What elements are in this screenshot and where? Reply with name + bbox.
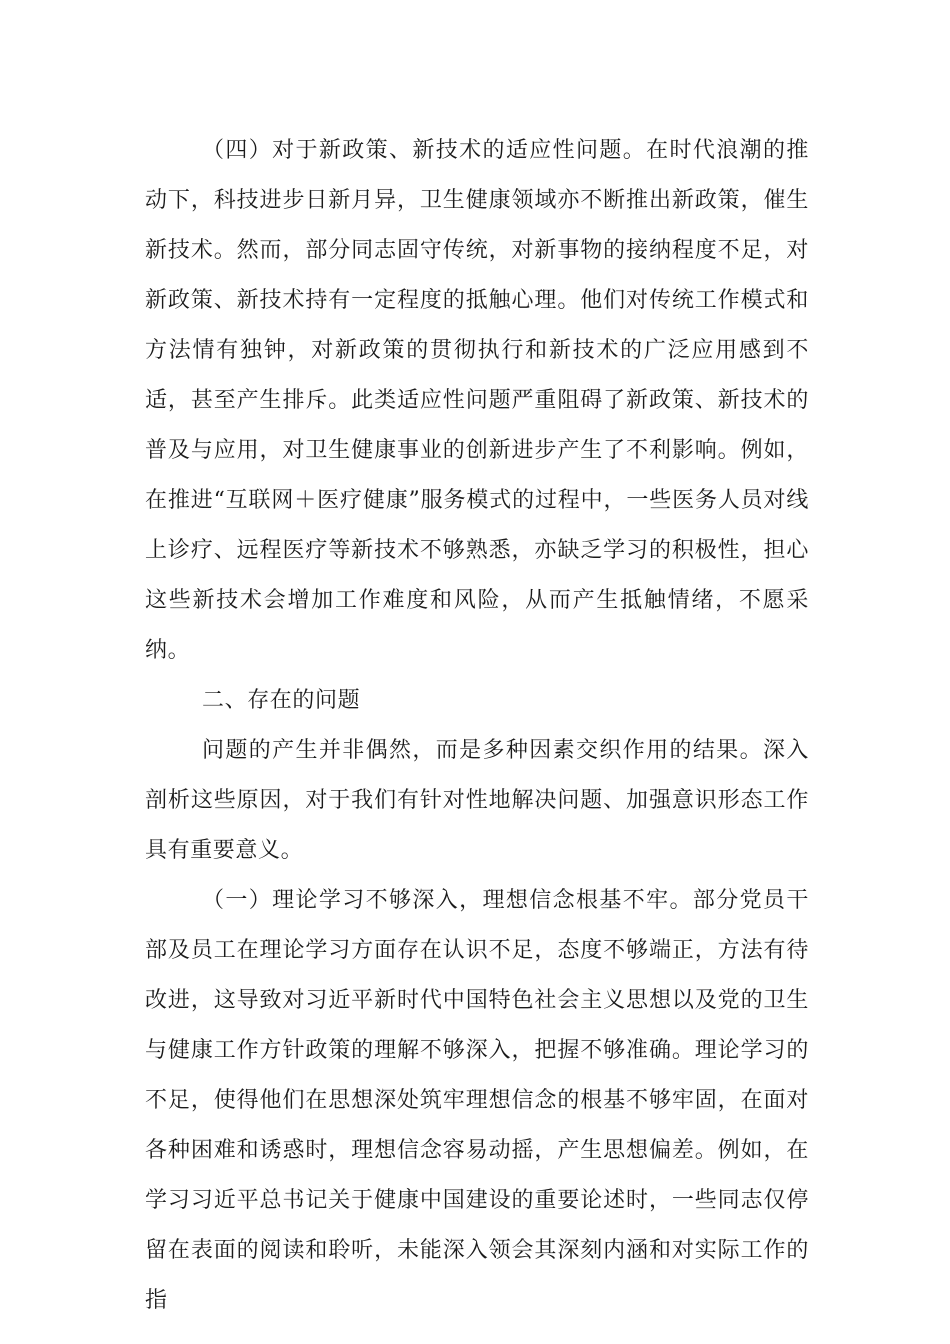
section-heading-existing-problems: 二、存在的问题 bbox=[202, 688, 361, 713]
paragraph-causes-intro: 问题的产生并非偶然，而是多种因素交织作用的结果。深入剖析这些原因，对于我们有针对性地解决问题、加强意识形态工作具有重要意义。 bbox=[145, 738, 809, 863]
paragraph-theory-study: （一）理论学习不够深入，理想信念根基不牢。部分党员干部及员工在理论学习方面存在认识不足，态度不够端正，方法有待改进，这导致对习近平新时代中国特色社会主义思想以及党的卫生与健康工作方针政策的理解不够深入，把握不够准确。理论学习的不足，使得他们在思想深处筑牢理想信念的根基不够牢固，在面对各种困难和诱惑时，理想信念容易动摇，产生思想偏差。例如，在学习习近平总书记关于健康中国建设的重要论述时，一些同志仅停留在表面的阅读和聆听，未能深入领会其深刻内涵和对实际工作的指 bbox=[145, 888, 809, 1313]
paragraph-adaptability-issue: （四）对于新政策、新技术的适应性问题。在时代浪潮的推动下，科技进步日新月异，卫生健康领域亦不断推出新政策，催生新技术。然而，部分同志固守传统，对新事物的接纳程度不足，对新政策、新技术持有一定程度的抵触心理。他们对传统工作模式和方法情有独钟，对新政策的贯彻执行和新技术的广泛应用感到不适，甚至产生排斥。此类适应性问题严重阻碍了新政策、新技术的普及与应用，对卫生健康事业的创新进步产生了不利影响。例如，在推进“互联网＋医疗健康”服务模式的过程中，一些医务人员对线上诊疗、远程医疗等新技术不够熟悉，亦缺乏学习的积极性，担心这些新技术会增加工作难度和风险，从而产生抵触情绪，不愿采纳。 bbox=[145, 138, 809, 663]
document-body bbox=[145, 126, 809, 1326]
